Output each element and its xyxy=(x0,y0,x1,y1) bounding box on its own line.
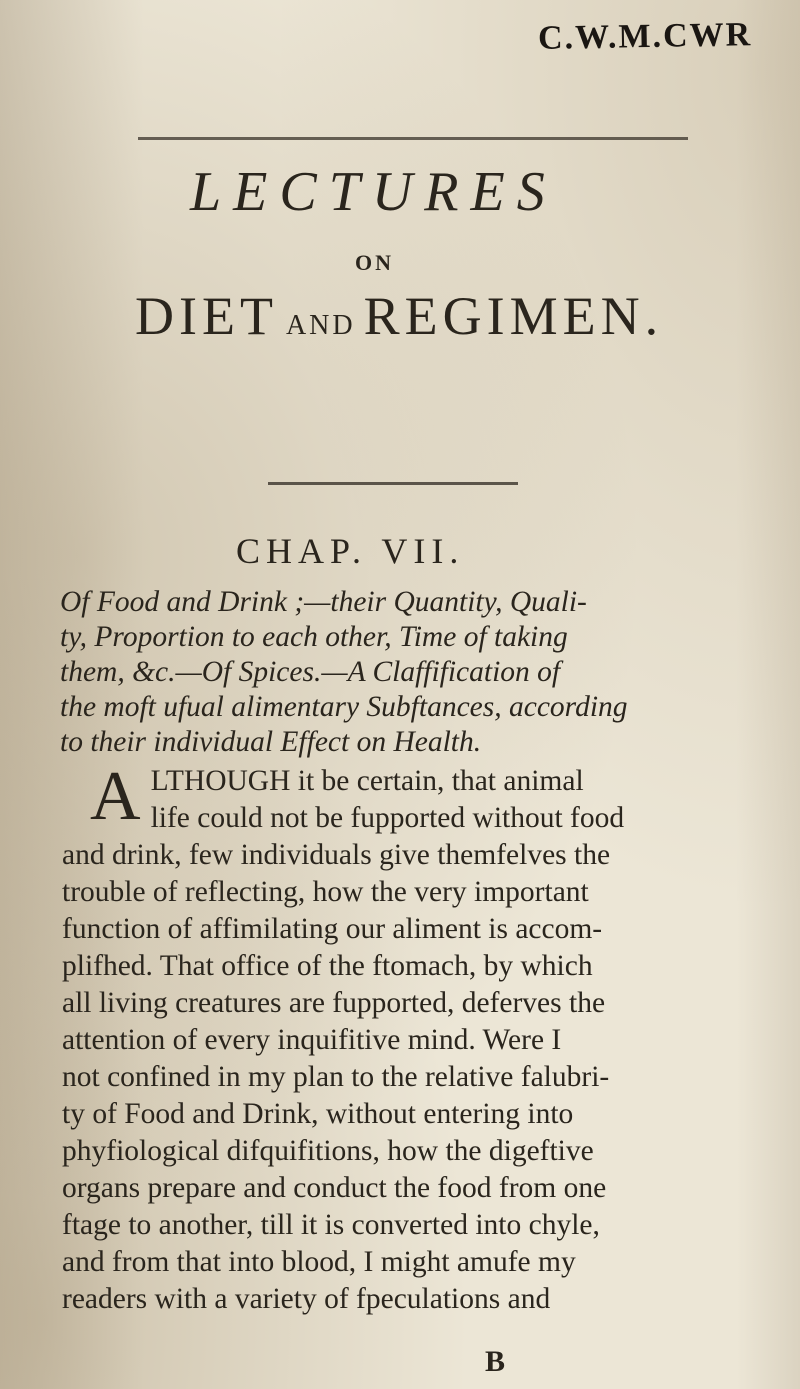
body-line: organs prepare and conduct the food from one xyxy=(62,1172,607,1204)
subtitle-right: REGIMEN. xyxy=(363,286,664,346)
title-connector: ON xyxy=(355,250,394,275)
body-line: readers with a variety of fpeculations and xyxy=(62,1283,551,1315)
section-rule xyxy=(268,482,518,485)
summary-line: to their individual Effect on Health. xyxy=(60,726,482,758)
summary-line: Of Food and Drink ;—their Quantity, Quali- xyxy=(60,586,587,618)
body-line: ty of Food and Drink, without entering into xyxy=(62,1098,574,1130)
body-line: and from that into blood, I might amufe my xyxy=(62,1246,576,1278)
body-line: phyfiological difquifitions, how the digeftive xyxy=(62,1135,594,1167)
body-line: LTHOUGH it be certain, that animal xyxy=(150,765,584,797)
body-text xyxy=(62,758,780,1318)
body-line: plifhed. That office of the ftomach, by which xyxy=(62,950,593,982)
body-line: function of affimilating our aliment is accom- xyxy=(62,913,603,945)
body-line: not confined in my plan to the relative falubri- xyxy=(62,1061,610,1093)
subtitle-and: AND xyxy=(285,310,356,341)
body-line: and drink, few individuals give themfelves the xyxy=(62,839,611,871)
signature-mark: B xyxy=(485,1345,506,1378)
page-title: LECTURES xyxy=(190,161,557,223)
body-line: all living creatures are fupported, deferves the xyxy=(62,987,606,1019)
summary-line: ty, Proportion to each other, Time of taking xyxy=(60,621,568,653)
chapter-heading: CHAP. VII. xyxy=(236,531,465,571)
chapter-summary xyxy=(60,585,780,760)
body-line: attention of every inquifitive mind. Were I xyxy=(62,1024,562,1056)
page-subtitle xyxy=(135,285,695,347)
library-stamp: C.W.M.CWR xyxy=(537,16,753,57)
subtitle-left: DIET xyxy=(135,286,278,346)
top-rule xyxy=(138,137,688,140)
body-line: trouble of reflecting, how the very important xyxy=(62,876,589,908)
drop-cap: A xyxy=(90,758,141,835)
summary-line: the moft ufual alimentary Subftances, according xyxy=(60,691,628,723)
body-line: ftage to another, till it is converted into chyle, xyxy=(62,1209,600,1241)
body-line: life could not be fupported without food xyxy=(150,802,625,834)
summary-line: them, &c.—Of Spices.—A Claffification of xyxy=(60,656,561,688)
